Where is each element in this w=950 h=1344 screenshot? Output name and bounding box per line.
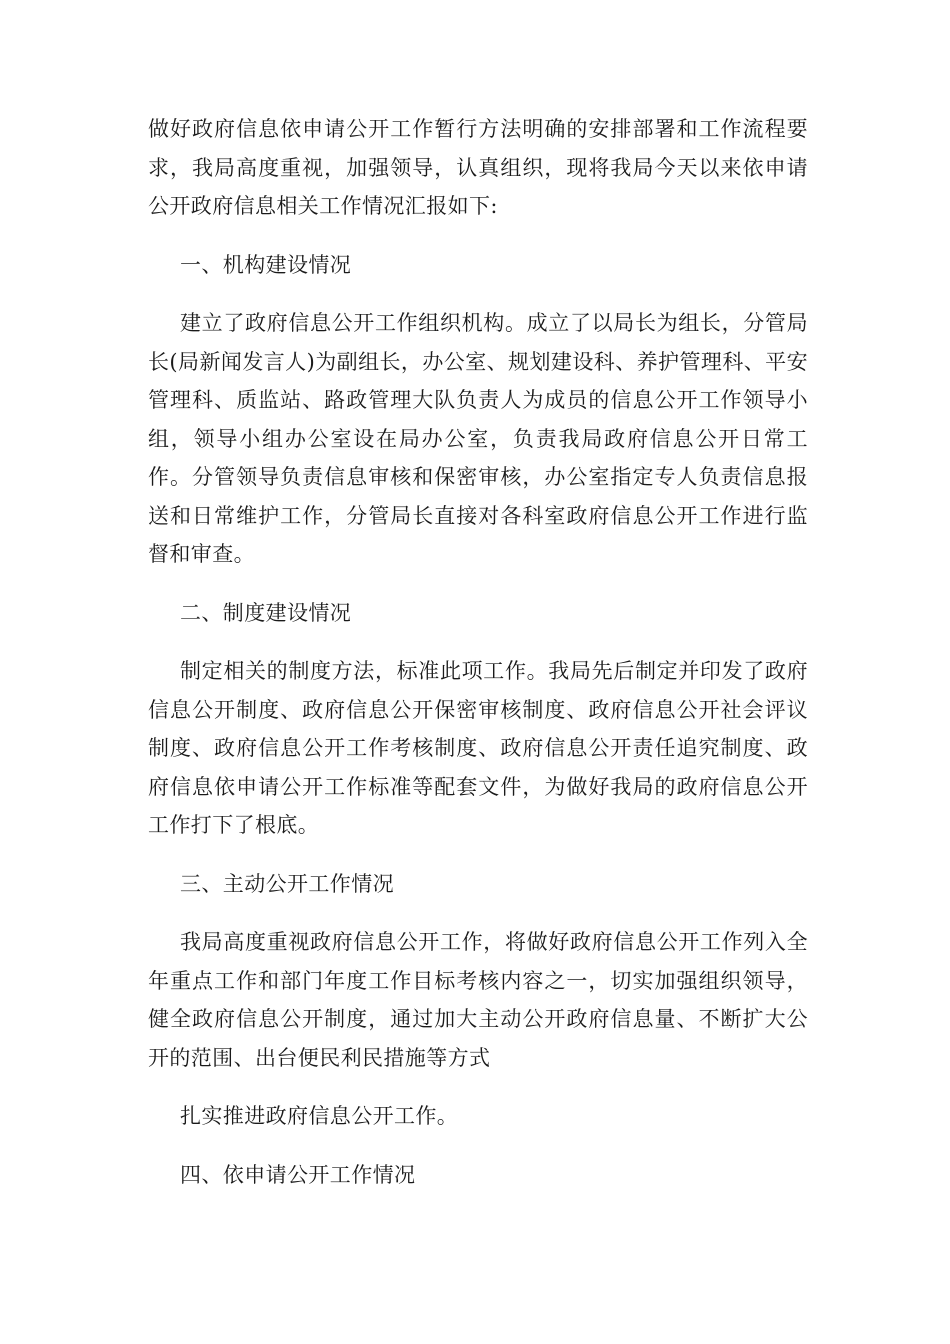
section-body-organization: 建立了政府信息公开工作组织机构。成立了以局长为组长，分管局长(局新闻发言人)为副组长，办公室、规划建设科、养护管理科、平安管理科、质监站、路政管理大队负责人为成员的信息公开工作领导小组，领导小组办公室设在局办公室，负责我局政府信息公开日常工作。分管领导负责信息审核和保密审核，办公室指定专人负责信息报送和日常维护工作，分管局长直接对各科室政府信息公开工作进行监督和审查。: [148, 311, 808, 566]
section-heading-system: 二、制度建设情况: [180, 600, 352, 625]
section-body-system: 制定相关的制度方法，标准此项工作。我局先后制定并印发了政府信息公开制度、政府信息公开保密审核制度、政府信息公开社会评议制度、政府信息公开工作考核制度、政府信息公开责任追究制度、政府信息依申请公开工作标准等配套文件，为做好我局的政府信息公开工作打下了根底。: [148, 659, 808, 837]
section-heading-organization: 一、机构建设情况: [180, 252, 352, 277]
section-body-proactive-disclosure-continued: 扎实推进政府信息公开工作。: [180, 1104, 459, 1128]
intro-paragraph: 做好政府信息依申请公开工作暂行方法明确的安排部署和工作流程要求，我局高度重视，加强领导，认真组织，现将我局今天以来依申请公开政府信息相关工作情况汇报如下:: [148, 117, 808, 218]
section-heading-request-disclosure: 四、依申请公开工作情况: [180, 1162, 416, 1187]
section-body-proactive-disclosure: 我局高度重视政府信息公开工作，将做好政府信息公开工作列入全年重点工作和部门年度工作目标考核内容之一，切实加强组织领导，健全政府信息公开制度，通过加大主动公开政府信息量、不断扩大公开的范围、出台便民利民措施等方式: [148, 930, 808, 1070]
document-body: [148, 110, 808, 1214]
section-heading-proactive-disclosure: 三、主动公开工作情况: [180, 871, 394, 896]
